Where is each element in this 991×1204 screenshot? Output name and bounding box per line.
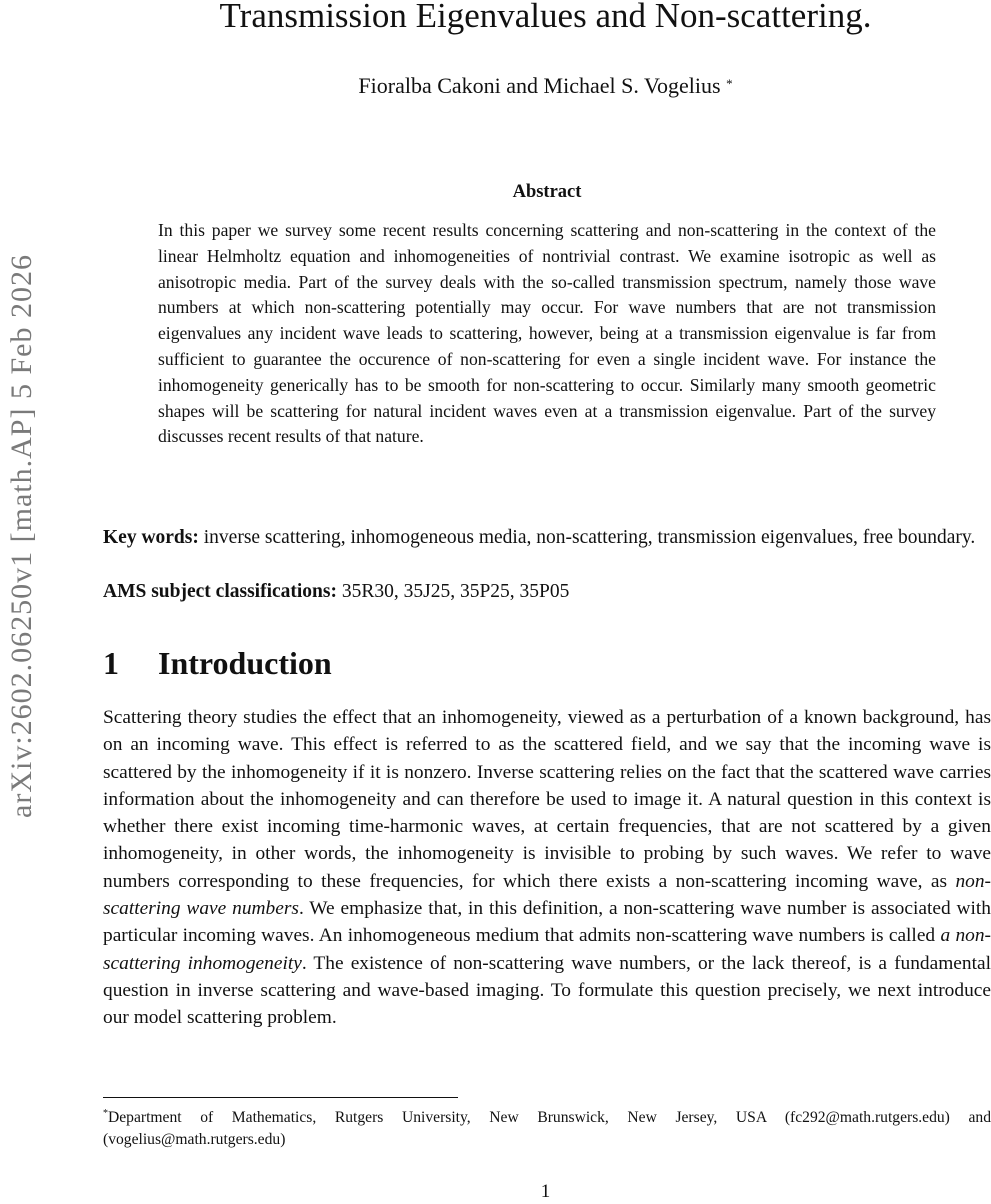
- ams-classifications-line: [103, 578, 991, 605]
- intro-emphasis-2: a non-scattering inhomogeneity: [103, 925, 991, 974]
- section-title: Introduction: [158, 645, 332, 681]
- intro-text-part-2: . We emphasize that, in this definition, a non-scattering wave number is associated with particular incoming waves. An inhomogeneous medium that admits non-scattering wave numbers is called: [103, 898, 991, 947]
- abstract-heading: Abstract: [512, 182, 582, 202]
- page-number: 1: [540, 1181, 551, 1202]
- keywords-text: inverse scattering, inhomogeneous media, non-scattering, transmission eigenvalues, free boundary.: [203, 527, 976, 548]
- ams-label: AMS subject classifications:: [103, 581, 337, 602]
- keywords-label: Key words:: [103, 527, 199, 548]
- paper-title: Transmission Eigenvalues and Non-scattering.: [219, 0, 872, 35]
- abstract-text: In this paper we survey some recent results concerning scattering and non-scattering in the context of the linear Helmholtz equation and inhomogeneities of nontrivial contrast. We examine isotropic as well as anisotropic media. Part of the survey deals with the so-called transmission spectrum, namely those wave numbers at which non-scattering potentially may occur. For wave numbers that are not transmission eigenvalues any incident wave leads to scattering, however, being at a transmission eigenvalue is far from sufficient to guarantee the occurence of non-scattering for even a single incident wave. For instance the inhomogeneity generically has to be smooth for non-scattering to occur. Similarly many smooth geometric shapes will be scattering for natural incident waves even at a transmission eigenvalue. Part of the survey discusses recent results of that nature.: [158, 220, 936, 447]
- arxiv-identifier-text: arXiv:2602.06250v1 [math.AP] 5 Feb 2026: [5, 254, 38, 818]
- intro-emphasis-1: non-scattering wave numbers: [103, 870, 991, 920]
- author-footnote-mark: *: [726, 76, 733, 91]
- arxiv-identifier-stamp: [4, 180, 40, 892]
- section-heading: [103, 643, 332, 683]
- authors-line: [0, 72, 991, 100]
- footnote-divider: [103, 1097, 458, 1098]
- footnote-text: Department of Mathematics, Rutgers University, New Brunswick, New Jersey, USA (fc292@math.rutgers.edu) and (vogelius@math.rutgers.edu): [103, 1109, 991, 1149]
- author-names: Fioralba Cakoni and Michael S. Vogelius: [358, 73, 721, 98]
- introduction-paragraph: [103, 704, 991, 1032]
- section-number: 1: [103, 645, 119, 681]
- footnote-mark: *: [103, 1108, 108, 1119]
- intro-text-part-1: Scattering theory studies the effect that an inhomogeneity, viewed as a perturbation of a known background, has on an incoming wave. This effect is referred to as the scattered field, and we say that the incoming wave is scattered by the inhomogeneity if it is nonzero. Inverse scattering relies on the fact that the scattered wave carries information about the inhomogeneity and can therefore be used to image it. A natural question in this context is whether there exist incoming time-harmonic waves, at certain frequencies, that are not scattered by a given inhomogeneity, in other words, the inhomogeneity is invisible to probing by such waves. We refer to wave numbers corresponding to these frequencies, for which there exists a non-scattering incoming wave, as: [103, 707, 991, 892]
- ams-codes: 35R30, 35J25, 35P25, 35P05: [341, 581, 570, 602]
- intro-text-part-3: . The existence of non-scattering wave numbers, or the lack thereof, is a fundamental question in inverse scattering and wave-based imaging. To formulate this question precisely, we next introduce our model scattering problem.: [103, 952, 991, 1029]
- keywords-line: [103, 524, 991, 551]
- footnote: [103, 1103, 991, 1151]
